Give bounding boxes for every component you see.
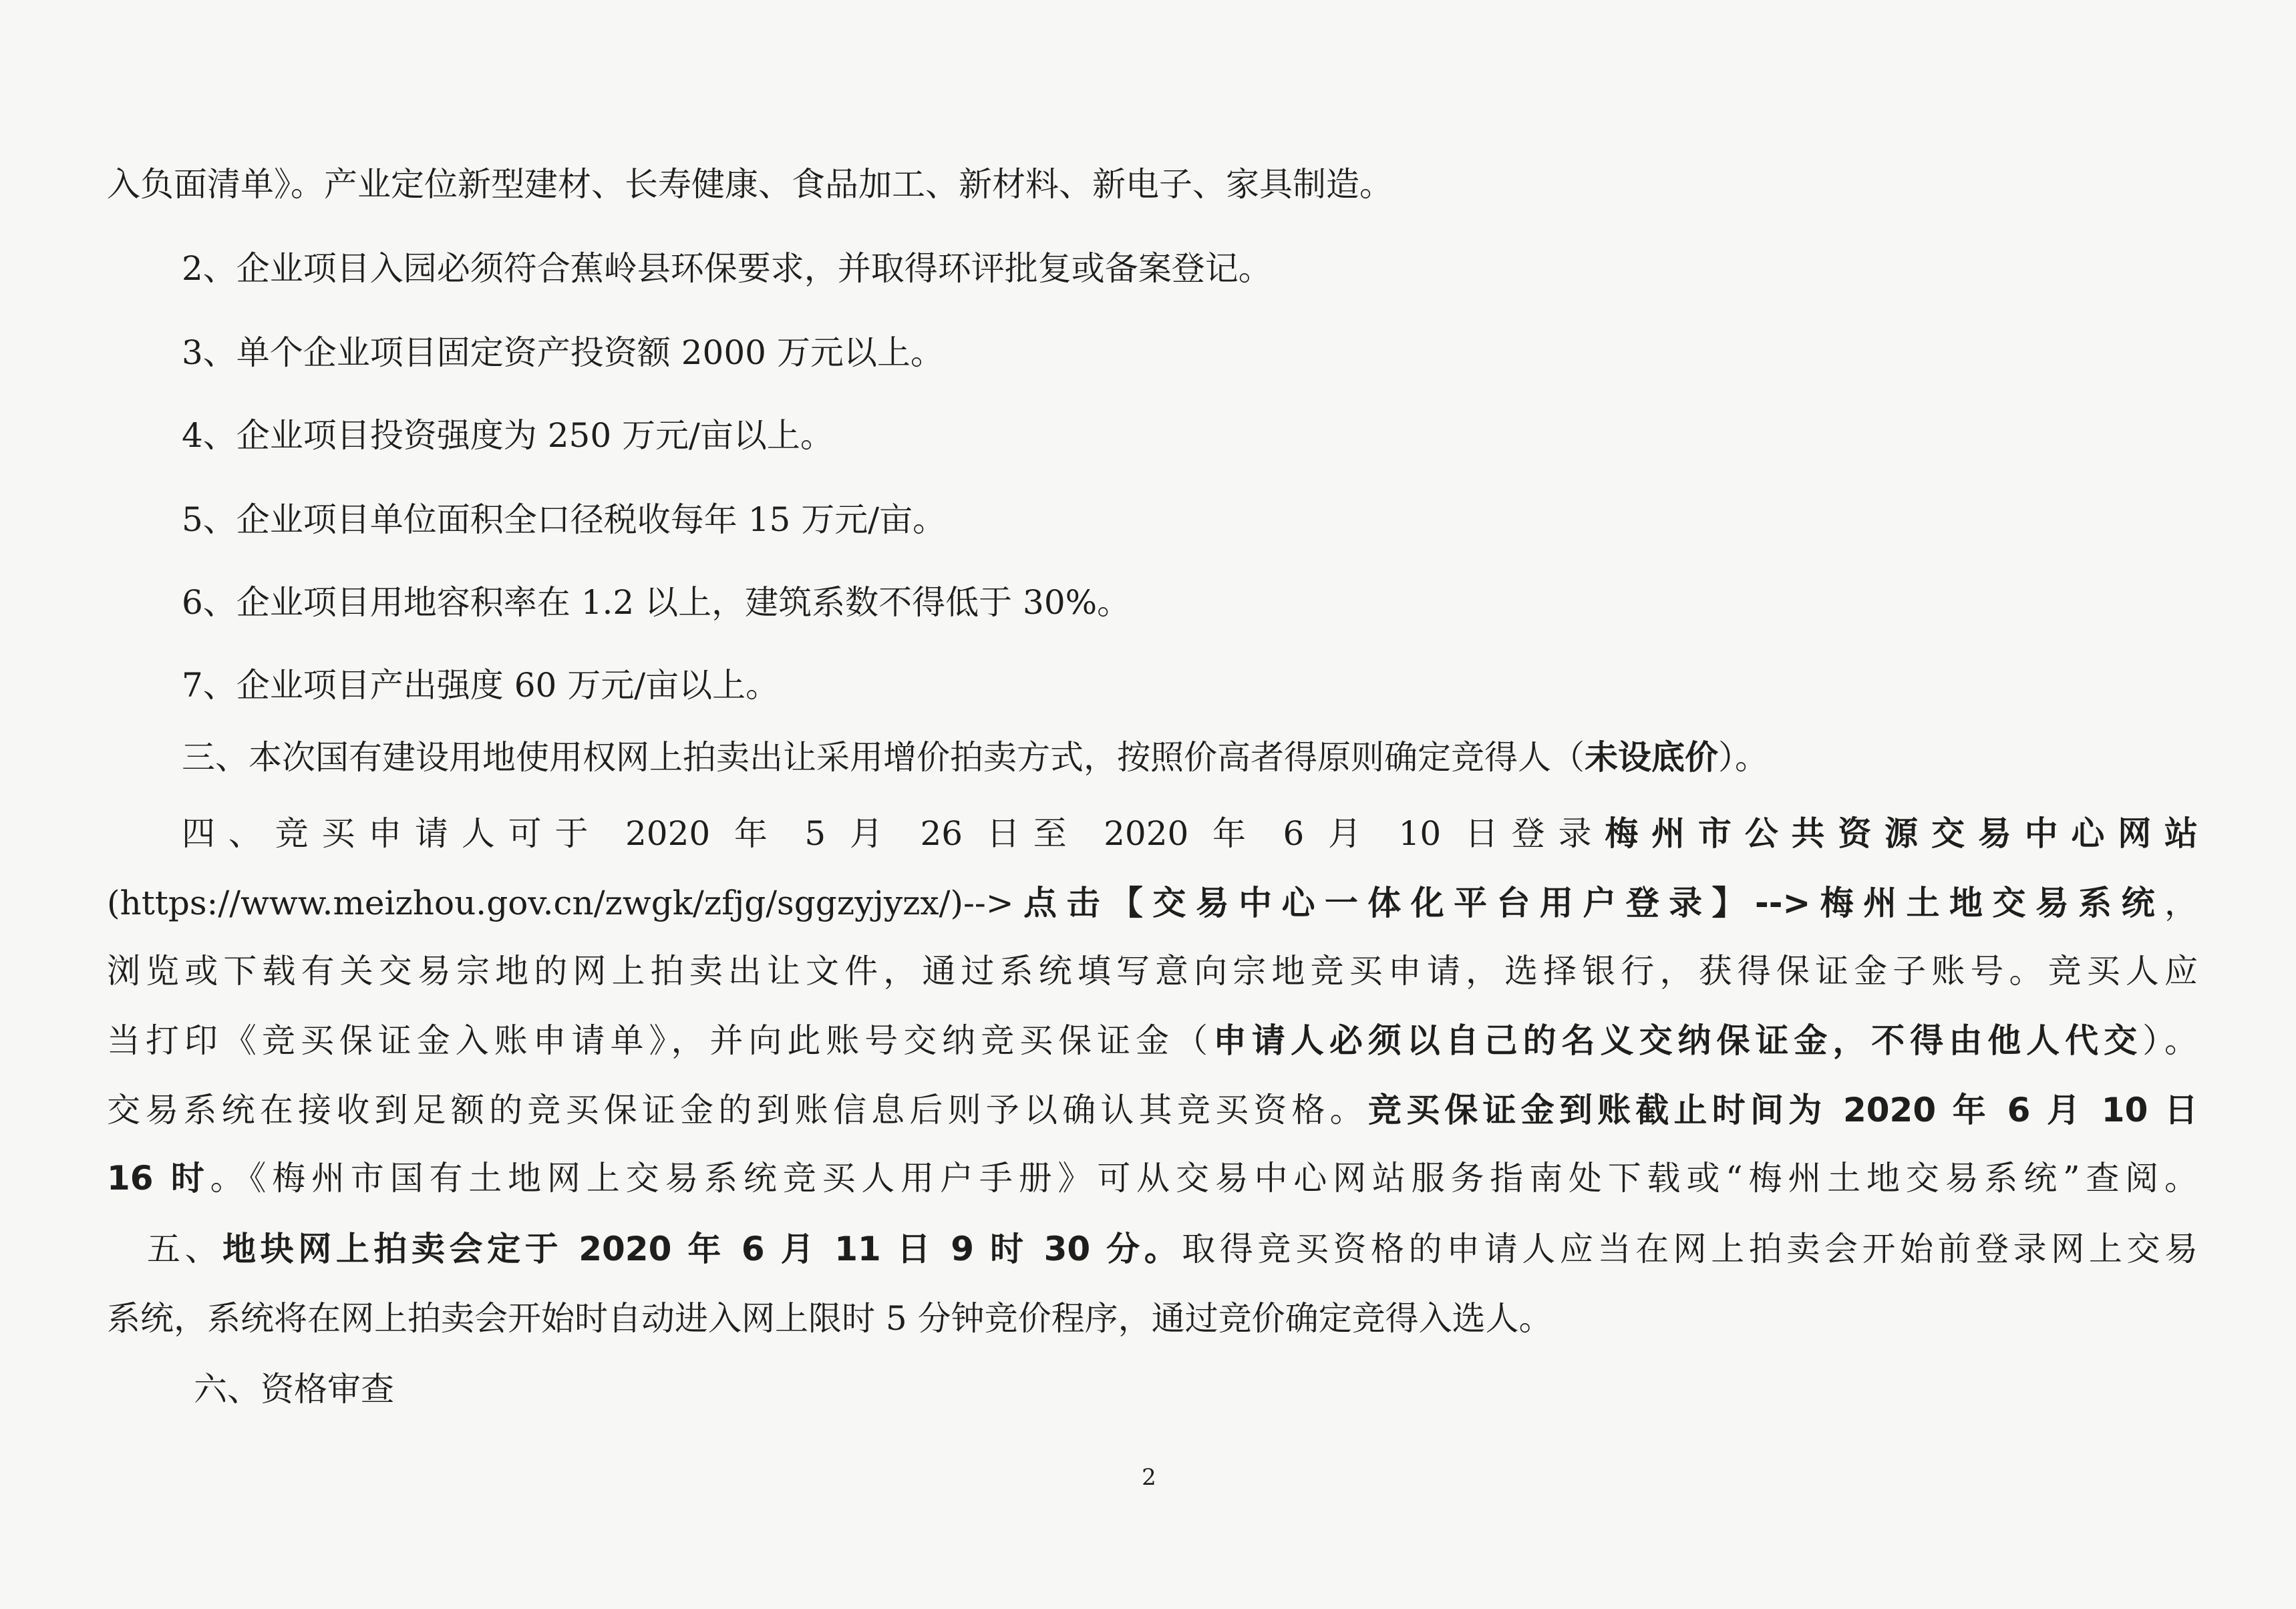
section-3-line bbox=[182, 737, 1768, 777]
section-5-line-2: 系统，系统将在网上拍卖会开始时自动进入网上限时 5 分钟竞价程序，通过竞价确定竞得入选人。 bbox=[107, 1299, 1552, 1338]
section-4-date-text: 四、竞买申请人可于 2020 年 5 月 26 日至 2020 年 6 月 10 日登录 bbox=[182, 814, 1605, 853]
deposit-end: ）。 bbox=[2142, 1021, 2198, 1060]
section-4-line-2 bbox=[107, 883, 2198, 923]
login-path-end: ， bbox=[2164, 884, 2198, 922]
section-4-line-1 bbox=[182, 814, 2198, 854]
deposit-deadline-hour: 16 时 bbox=[107, 1159, 210, 1198]
auction-time: 地块网上拍卖会定于 2020 年 6 月 11 日 9 时 30 分。 bbox=[222, 1230, 1182, 1268]
deposit-deadline: 竞买保证金到账截止时间为 2020 年 6 月 10 日 bbox=[1367, 1091, 2198, 1129]
section-5-text: 取得竞买资格的申请人应当在网上拍卖会开始前登录网上交易 bbox=[1182, 1230, 2198, 1268]
item-2: 2、企业项目入园必须符合蕉岭县环保要求，并取得环评批复或备案登记。 bbox=[182, 249, 1272, 288]
section-4-line-4 bbox=[107, 1021, 2198, 1061]
item-6: 6、企业项目用地容积率在 1.2 以上，建筑系数不得低于 30%。 bbox=[182, 583, 1131, 622]
trading-center-website: 梅州市公共资源交易中心网站 bbox=[1605, 814, 2198, 853]
item-7: 7、企业项目产出强度 60 万元/亩以上。 bbox=[182, 666, 780, 705]
section-4-line-5 bbox=[107, 1090, 2198, 1130]
section-6-heading: 六、资格审查 bbox=[194, 1370, 394, 1409]
login-path: 点击【交易中心一体化平台用户登录】-->梅州土地交易系统 bbox=[1013, 884, 2164, 922]
qualification-text: 交易系统在接收到足额的竞买保证金的到账信息后则予以确认其竞买资格。 bbox=[107, 1091, 1368, 1129]
deposit-requirement: 申请人必须以自己的名义交纳保证金，不得由他人代交 bbox=[1212, 1021, 2143, 1060]
item-4: 4、企业项目投资强度为 250 万元/亩以上。 bbox=[182, 416, 834, 455]
section-5-line-1 bbox=[147, 1229, 2198, 1269]
manual-text: 。《梅州市国有土地网上交易系统竞买人用户手册》可从交易中心网站服务指南处下载或“梅州土地交易系统”查阅。 bbox=[210, 1159, 2198, 1198]
website-url: (https://www.meizhou.gov.cn/zwgk/zfjg/sggzyjyzx/)--> bbox=[107, 884, 1014, 922]
paragraph-line-industry: 入负面清单》。产业定位新型建材、长寿健康、食品加工、新材料、新电子、家具制造。 bbox=[107, 165, 1393, 204]
item-5: 5、企业项目单位面积全口径税收每年 15 万元/亩。 bbox=[182, 500, 947, 539]
page-number: 2 bbox=[1142, 1464, 1156, 1491]
section-3-end: ）。 bbox=[1718, 738, 1768, 777]
section-4-line-3: 浏览或下载有关交易宗地的网上拍卖出让文件，通过系统填写意向宗地竞买申请，选择银行，获得保证金子账号。竞买人应 bbox=[107, 952, 2198, 991]
section-5-prefix: 五、 bbox=[147, 1230, 223, 1268]
item-3: 3、单个企业项目固定资产投资额 2000 万元以上。 bbox=[182, 333, 944, 372]
no-reserve-price: 未设底价 bbox=[1585, 738, 1718, 777]
section-4-line-6 bbox=[107, 1158, 2198, 1198]
deposit-text: 当打印《竞买保证金入账申请单》，并向此账号交纳竞买保证金（ bbox=[107, 1021, 1213, 1060]
section-3-text: 三、本次国有建设用地使用权网上拍卖出让采用增价拍卖方式，按照价高者得原则确定竞得人（ bbox=[182, 738, 1585, 777]
